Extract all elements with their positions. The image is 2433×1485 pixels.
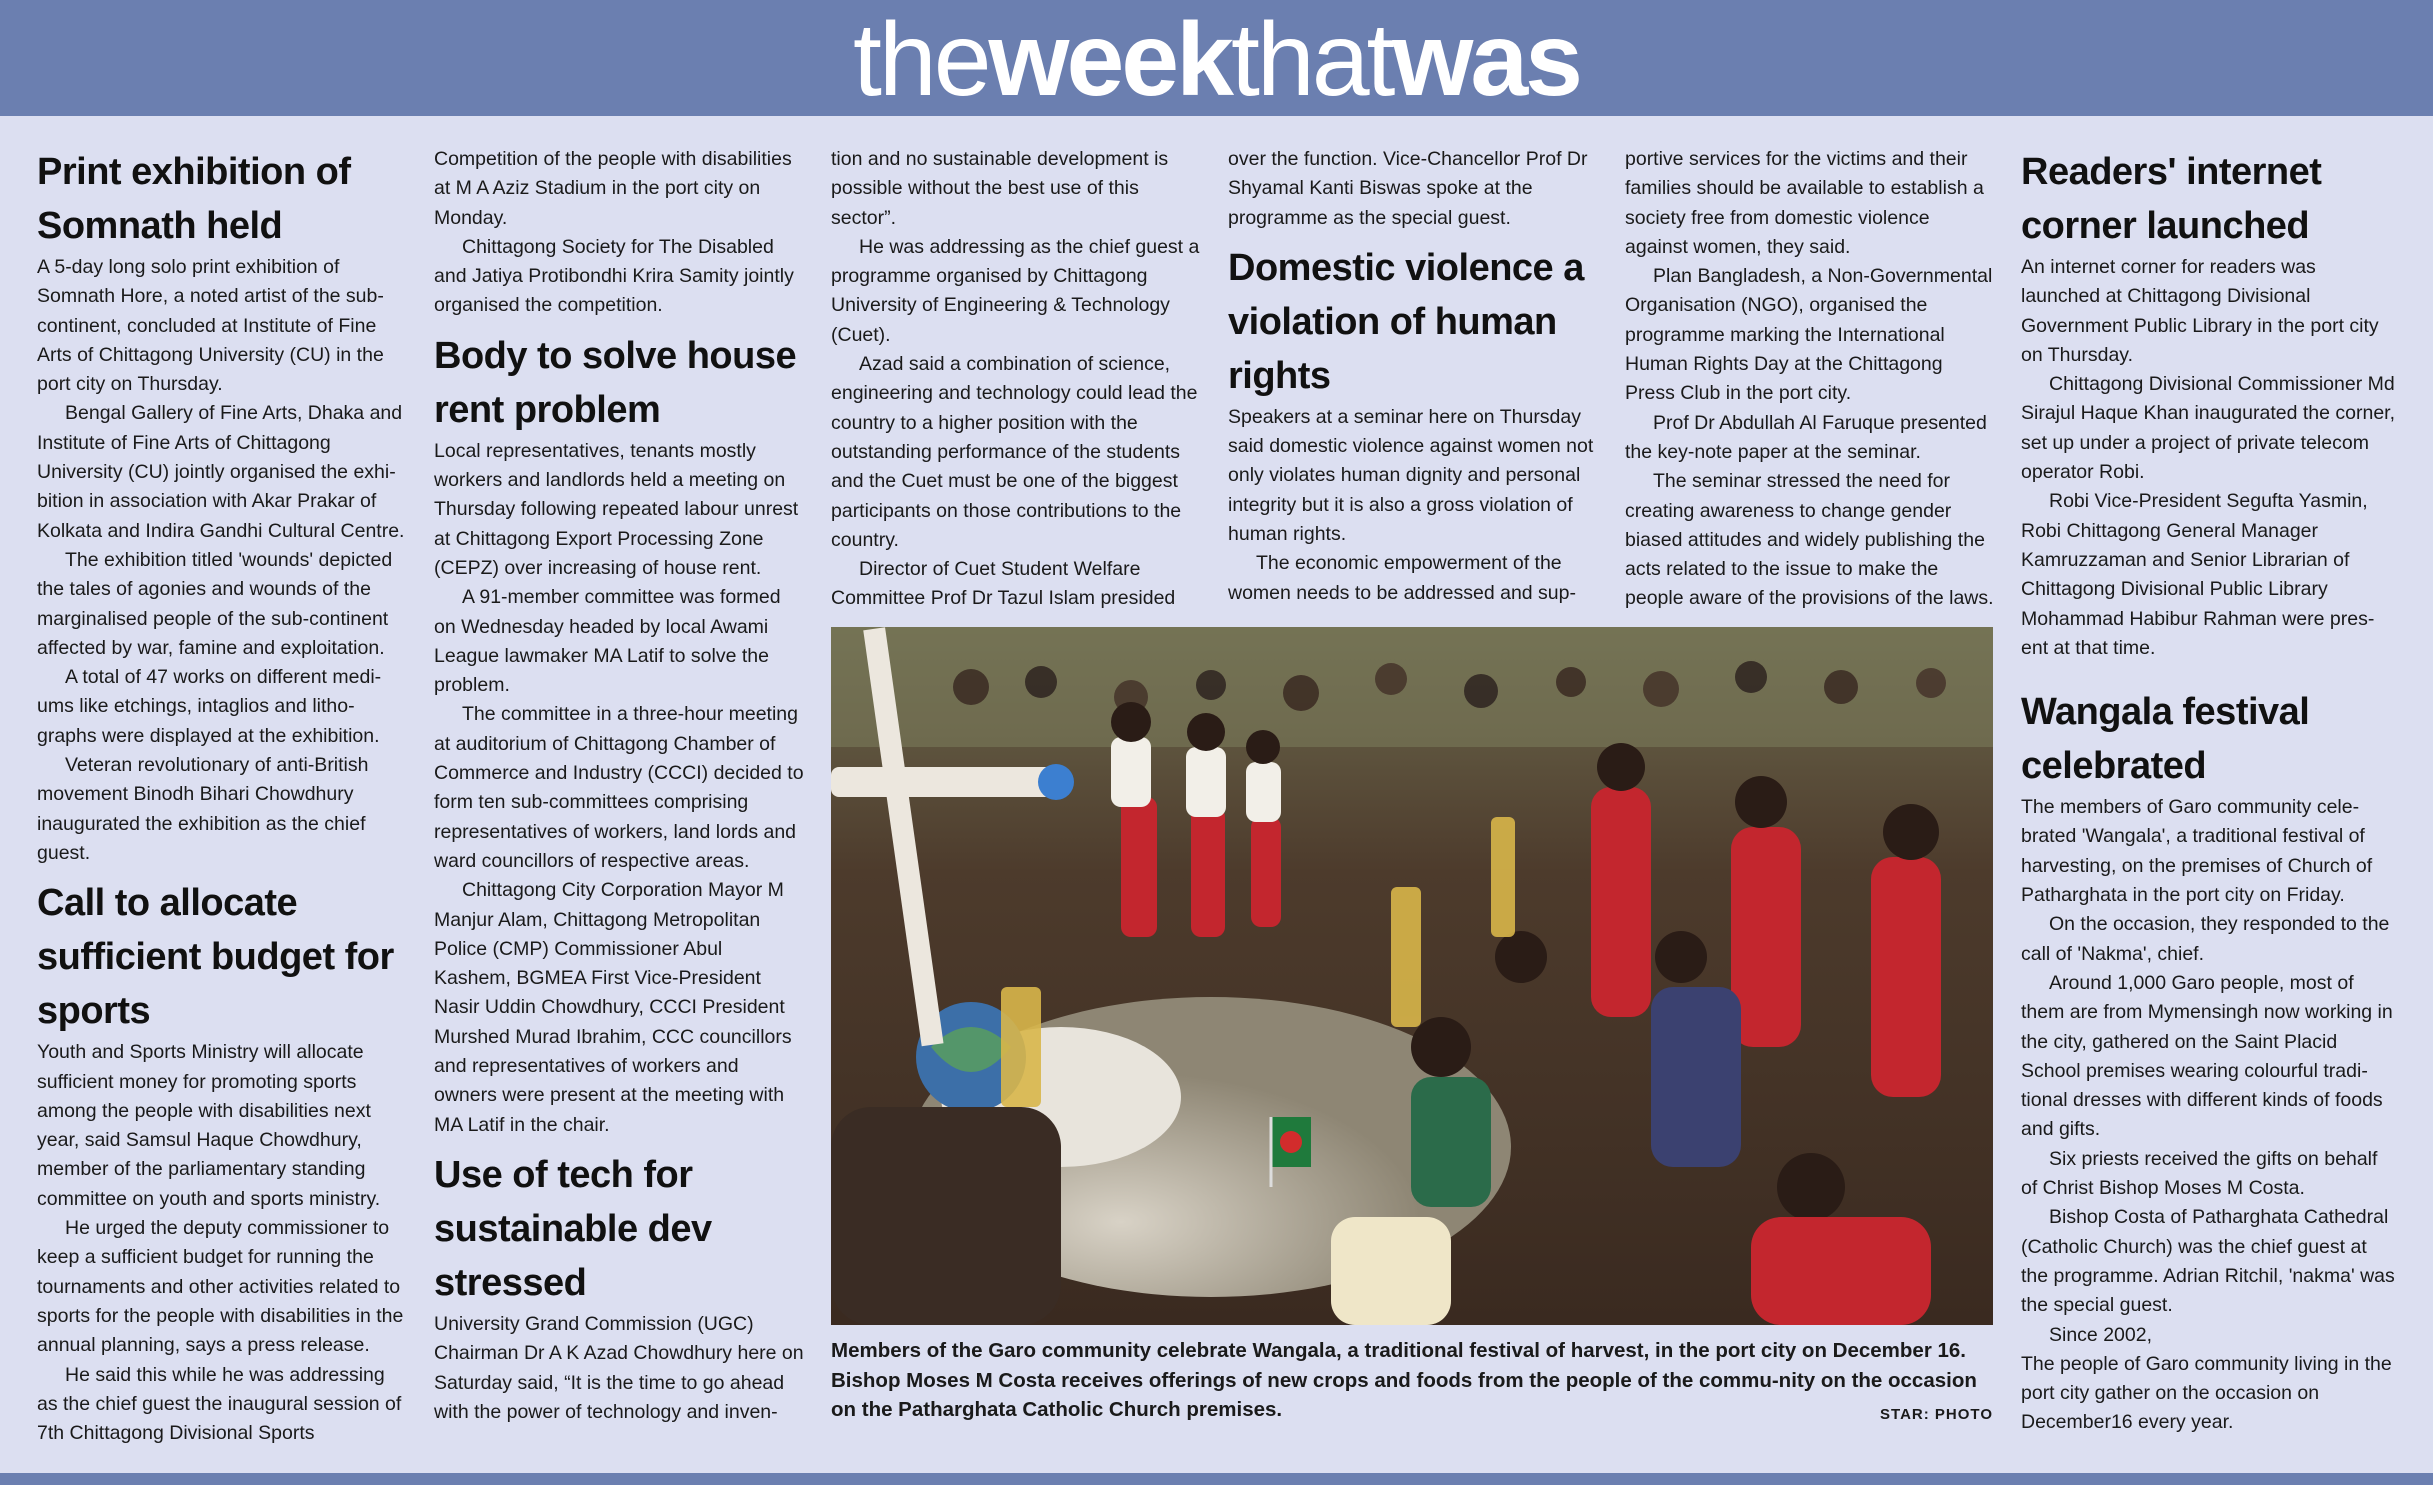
article-paragraph: Plan Bangladesh, a Non-Governmental Organisation (NGO), organised the programme marking the International Human Rights Day at the Chittagong Press Club in the port city. bbox=[1625, 265, 1993, 405]
article-paragraph: Local representatives, tenants mostly workers and landlords held a meeting on Thursday following repeated labour unrest at Chittagong Export Processing Zone (CEPZ) over increasing of house rent. bbox=[434, 439, 799, 579]
article-paragraph: Chittagong Society for The Disabled and Jatiya Protibondhi Krira Samity jointly organised the competition. bbox=[434, 235, 794, 317]
article-headline: Wangala festival celebrated bbox=[2021, 691, 2310, 788]
article-paragraph: On the occasion, they responded to the call of 'Nakma', chief. bbox=[2021, 913, 2390, 965]
festival-crowd-illustration bbox=[831, 627, 1993, 1325]
masthead-title bbox=[852, 2, 1581, 118]
article-headline: Body to solve house rent problem bbox=[434, 334, 797, 431]
masthead bbox=[0, 0, 2433, 116]
article-paragraph: Since 2002, bbox=[2049, 1323, 2152, 1346]
article-paragraph: The committee in a three-hour meeting at auditorium of Chittagong Chamber of Commerce and Industry (CCCI) decided to form ten sub-committees comprising representatives of workers, land lords and ward councillors of respective areas. bbox=[434, 703, 804, 872]
bottom-rule bbox=[0, 1473, 2433, 1485]
article-wangala-festival bbox=[2021, 685, 2399, 1438]
article-paragraph: University Grand Commission (UGC) Chairman Dr A K Azad Chowdhury here on Saturday said, “It is the time to go ahead with the power of technology and inven- bbox=[434, 1312, 804, 1423]
article-paragraph: The people of Garo community living in the port city gather on the occasion on December16 every year. bbox=[2021, 1352, 2392, 1434]
article-paragraph: The members of Garo community cele-brated 'Wangala', a traditional festival of harvesting, on the premises of Church of Patharghata in the port city on Friday. bbox=[2021, 796, 2373, 907]
article-domestic-violence bbox=[1228, 241, 1598, 608]
article-paragraph: A total of 47 works on different medi-ums like etchings, intaglios and litho-graphs were displayed at the exhibition. bbox=[37, 666, 382, 747]
article-paragraph: Around 1,000 Garo people, most of them are from Mymensingh now working in the city, gathered on the Saint Placid School premises wearing colourful tradi-tional dresses with different kinds of foods and gifts. bbox=[2021, 971, 2393, 1141]
photo-caption-block bbox=[831, 1336, 1993, 1425]
article-tech-continued bbox=[831, 145, 1201, 614]
article-tech-sustainable bbox=[434, 1148, 804, 1427]
article-house-rent bbox=[434, 329, 804, 1140]
article-domestic-violence-continued bbox=[1625, 145, 1995, 614]
article-print-exhibition bbox=[37, 145, 407, 868]
article-sports-budget-continued bbox=[434, 145, 804, 321]
article-paragraph: A 91-member committee was formed on Wednesday headed by local Awami League lawmaker MA Latif to solve the problem. bbox=[434, 586, 781, 697]
column-2 bbox=[434, 145, 804, 1427]
article-sports-budget bbox=[37, 876, 407, 1448]
photo-credit: STAR: PHOTO bbox=[1880, 1405, 1993, 1423]
article-paragraph: An internet corner for readers was launched at Chittagong Divisional Government Public Library in the port city on Thursday. bbox=[2021, 256, 2379, 366]
article-paragraph: Six priests received the gifts on behalf of Christ Bishop Moses M Costa. bbox=[2021, 1147, 2378, 1200]
article-paragraph: Competition of the people with disabilities at M A Aziz Stadium in the port city on Monday. bbox=[434, 148, 792, 229]
column-6 bbox=[2021, 145, 2399, 1438]
column-3 bbox=[831, 145, 1201, 614]
photo-caption: Members of the Garo community celebrate Wangala, a traditional festival of harvest, in the port city on December 16. Bishop Moses M Costa receives offerings of new crops and foods from the people of the commu-nity on the occasion on the Patharghata Catholic Church premises. bbox=[831, 1339, 1977, 1421]
article-paragraph: He urged the deputy commissioner to keep a sufficient budget for running the tournaments and other activities related to sports for the people with disabilities in the annual planning, says a press release. bbox=[37, 1217, 404, 1357]
article-paragraph: Veteran revolutionary of anti-British movement Binodh Bihari Chowdhury inaugurated the exhibition as the chief guest. bbox=[37, 754, 369, 864]
article-paragraph: Azad said a combination of science, engineering and technology could lead the country to a higher position with the outstanding performance of the students and the Cuet must be one of the biggest participants on those contributions to the country. bbox=[831, 353, 1198, 551]
column-1 bbox=[37, 145, 407, 1448]
masthead-part-the: the bbox=[852, 2, 989, 118]
article-paragraph: The economic empowerment of the women needs to be addressed and sup- bbox=[1228, 552, 1576, 604]
article-internet-corner bbox=[2021, 145, 2399, 663]
masthead-part-week: week bbox=[988, 2, 1231, 118]
article-paragraph: portive services for the victims and their families should be available to establish a society free from domestic violence against women, they said. bbox=[1625, 148, 1984, 258]
column-5 bbox=[1625, 145, 1995, 614]
article-paragraph: He said this while he was addressing as the chief guest the inaugural session of 7th Chittagong Divisional Sports bbox=[37, 1363, 402, 1445]
article-paragraph: The seminar stressed the need for creating awareness to change gender biased attitudes and widely publishing the acts related to the issue to make the people aware of the provisions of the laws. bbox=[1625, 470, 1994, 610]
article-paragraph: Speakers at a seminar here on Thursday said domestic violence against women not only violates human dignity and personal integrity but it is also a gross violation of human rights. bbox=[1228, 405, 1594, 546]
masthead-part-was: was bbox=[1392, 2, 1581, 118]
article-headline: Use of tech for sustainable dev stressed bbox=[434, 1153, 712, 1304]
wangala-festival-photo bbox=[831, 627, 1993, 1325]
article-paragraph: over the function. Vice-Chancellor Prof Dr Shyamal Kanti Biswas spoke at the programme as the special guest. bbox=[1228, 148, 1588, 229]
article-headline: Call to allocate sufficient budget for sports bbox=[37, 882, 394, 1033]
article-paragraph: Youth and Sports Ministry will allocate sufficient money for promoting sports among the people with disabilities next year, said Samsul Haque Chowdhury, member of the parliamentary standing committee on youth and sports ministry. bbox=[37, 1041, 381, 1210]
column-4 bbox=[1228, 145, 1598, 608]
article-paragraph: Chittagong City Corporation Mayor M Manjur Alam, Chittagong Metropolitan Police (CMP) Commissioner Abul Kashem, BGMEA First Vice-President Nasir Uddin Chowdhury, CCCI President Murshed Murad Ibrahim, CCC councillors and representatives of workers and owners were present at the meeting with MA Latif in the chair. bbox=[434, 879, 792, 1136]
article-paragraph: He was addressing as the chief guest a programme organised by Chittagong University of Engineering & Technology (Cuet). bbox=[831, 235, 1200, 346]
article-paragraph: Bishop Costa of Patharghata Cathedral (Catholic Church) was the chief guest at the programme. Adrian Ritchil, 'nakma' was the special guest. bbox=[2021, 1206, 2395, 1317]
article-paragraph: A 5-day long solo print exhibition of Somnath Hore, a noted artist of the sub-continent, concluded at Institute of Fine Arts of Chittagong University (CU) in the port city on Thursday. bbox=[37, 256, 384, 396]
article-paragraph: Director of Cuet Student Welfare Committee Prof Dr Tazul Islam presided bbox=[831, 558, 1176, 610]
article-paragraph: The exhibition titled 'wounds' depicted the tales of agonies and wounds of the marginalised people of the sub-continent affected by war, famine and exploitation. bbox=[37, 548, 393, 659]
article-headline: Print exhibition of Somnath held bbox=[37, 151, 351, 247]
article-paragraph: Chittagong Divisional Commissioner Md Sirajul Haque Khan inaugurated the corner, set up under a project of private telecom operator Robi. bbox=[2021, 373, 2396, 484]
article-paragraph: Robi Vice-President Segufta Yasmin, Robi Chittagong General Manager Kamruzzaman and Senior Librarian of Chittagong Divisional Public Library Mohammad Habibur Rahman were pres-ent at that time. bbox=[2021, 490, 2375, 659]
masthead-part-that: that bbox=[1230, 2, 1393, 118]
article-paragraph: tion and no sustainable development is possible without the best use of this sector”. bbox=[831, 148, 1169, 229]
article-tech-continued-2 bbox=[1228, 145, 1598, 233]
article-headline: Domestic violence a violation of human rights bbox=[1228, 246, 1584, 397]
article-paragraph: Bengal Gallery of Fine Arts, Dhaka and Institute of Fine Arts of Chittagong University (CU) jointly organised the exhi-bition in association with Akar Prakar of Kolkata and Indira Gandhi Cultural Centre. bbox=[37, 402, 405, 542]
article-headline: Readers' internet corner launched bbox=[2021, 151, 2322, 247]
article-paragraph: Prof Dr Abdullah Al Faruque presented the key-note paper at the seminar. bbox=[1625, 411, 1987, 463]
